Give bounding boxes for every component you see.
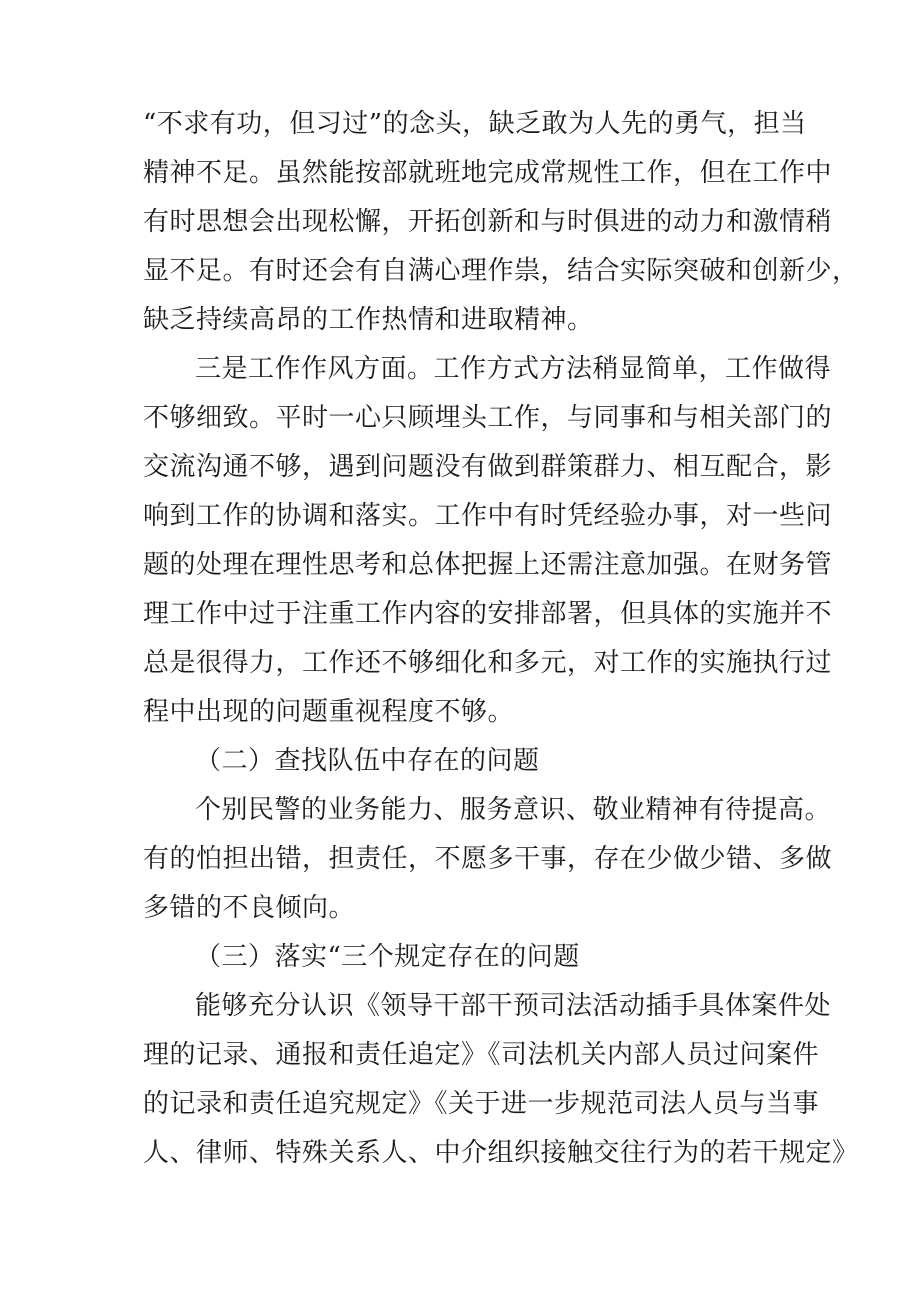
- paragraph-attitude: [143, 100, 859, 345]
- paragraph-three-rules: [143, 982, 859, 1178]
- section-heading: （三）落实“三个规定存在的问题: [195, 942, 580, 972]
- text-line: 精神不足。虽然能按部就班地完成常规性工作，但在工作中: [143, 158, 833, 188]
- text-line: 题的处理在理性思考和总体把握上还需注意加强。在财务管: [143, 550, 833, 580]
- text-line: “不求有功，但习过”的念头，缺乏敢为人先的勇气，担当: [143, 109, 807, 139]
- text-line: 程中出现的问题重视程度不够。: [143, 697, 515, 727]
- paragraph-team-problems: [143, 786, 833, 933]
- text-line: 总是很得力，工作还不够细化和多元，对工作的实施执行过: [143, 648, 833, 678]
- section-heading: （二）查找队伍中存在的问题: [195, 746, 540, 776]
- text-line: 交流沟通不够，遇到问题没有做到群策群力、相互配合，影: [143, 452, 833, 482]
- text-line: 显不足。有时还会有自满心理作祟，结合实际突破和创新少，: [143, 256, 859, 286]
- text-line: 有的怕担出错，担责任，不愿多干事，存在少做少错、多做: [143, 844, 833, 874]
- text-line: 不够细致。平时一心只顾埋头工作，与同事和与相关部门的: [143, 403, 833, 433]
- section-heading-three-rules: [143, 933, 783, 982]
- paragraph-work-style: [143, 345, 833, 737]
- section-heading-team-problems: [143, 737, 783, 786]
- text-line: 有时思想会出现松懈，开拓创新和与时俱进的动力和激情稍: [143, 207, 833, 237]
- text-line: 理的记录、通报和责任追定》《司法机关内部人员过问案件: [143, 1040, 820, 1070]
- text-line: 能够充分认识《领导干部干预司法活动插手具体案件处: [195, 991, 832, 1021]
- text-line: 缺乏持续高昂的工作热情和进取精神。: [143, 305, 594, 335]
- text-line: 个别民警的业务能力、服务意识、敬业精神有待提高。: [195, 795, 832, 825]
- text-line: 三是工作作风方面。工作方式方法稍显简单，工作做得: [195, 354, 832, 384]
- document-body: [143, 100, 859, 1178]
- text-line: 理工作中过于注重工作内容的安排部署，但具体的实施并不: [143, 599, 833, 629]
- text-line: 响到工作的协调和落实。工作中有时凭经验办事，对一些问: [143, 501, 833, 531]
- text-line: 的记录和责任追究规定》《关于进一步规范司法人员与当事: [143, 1089, 820, 1119]
- text-line: 多错的不良倾向。: [143, 893, 356, 923]
- text-line: 人、律师、特殊关系人、中介组织接触交往行为的若干规定》: [143, 1138, 859, 1168]
